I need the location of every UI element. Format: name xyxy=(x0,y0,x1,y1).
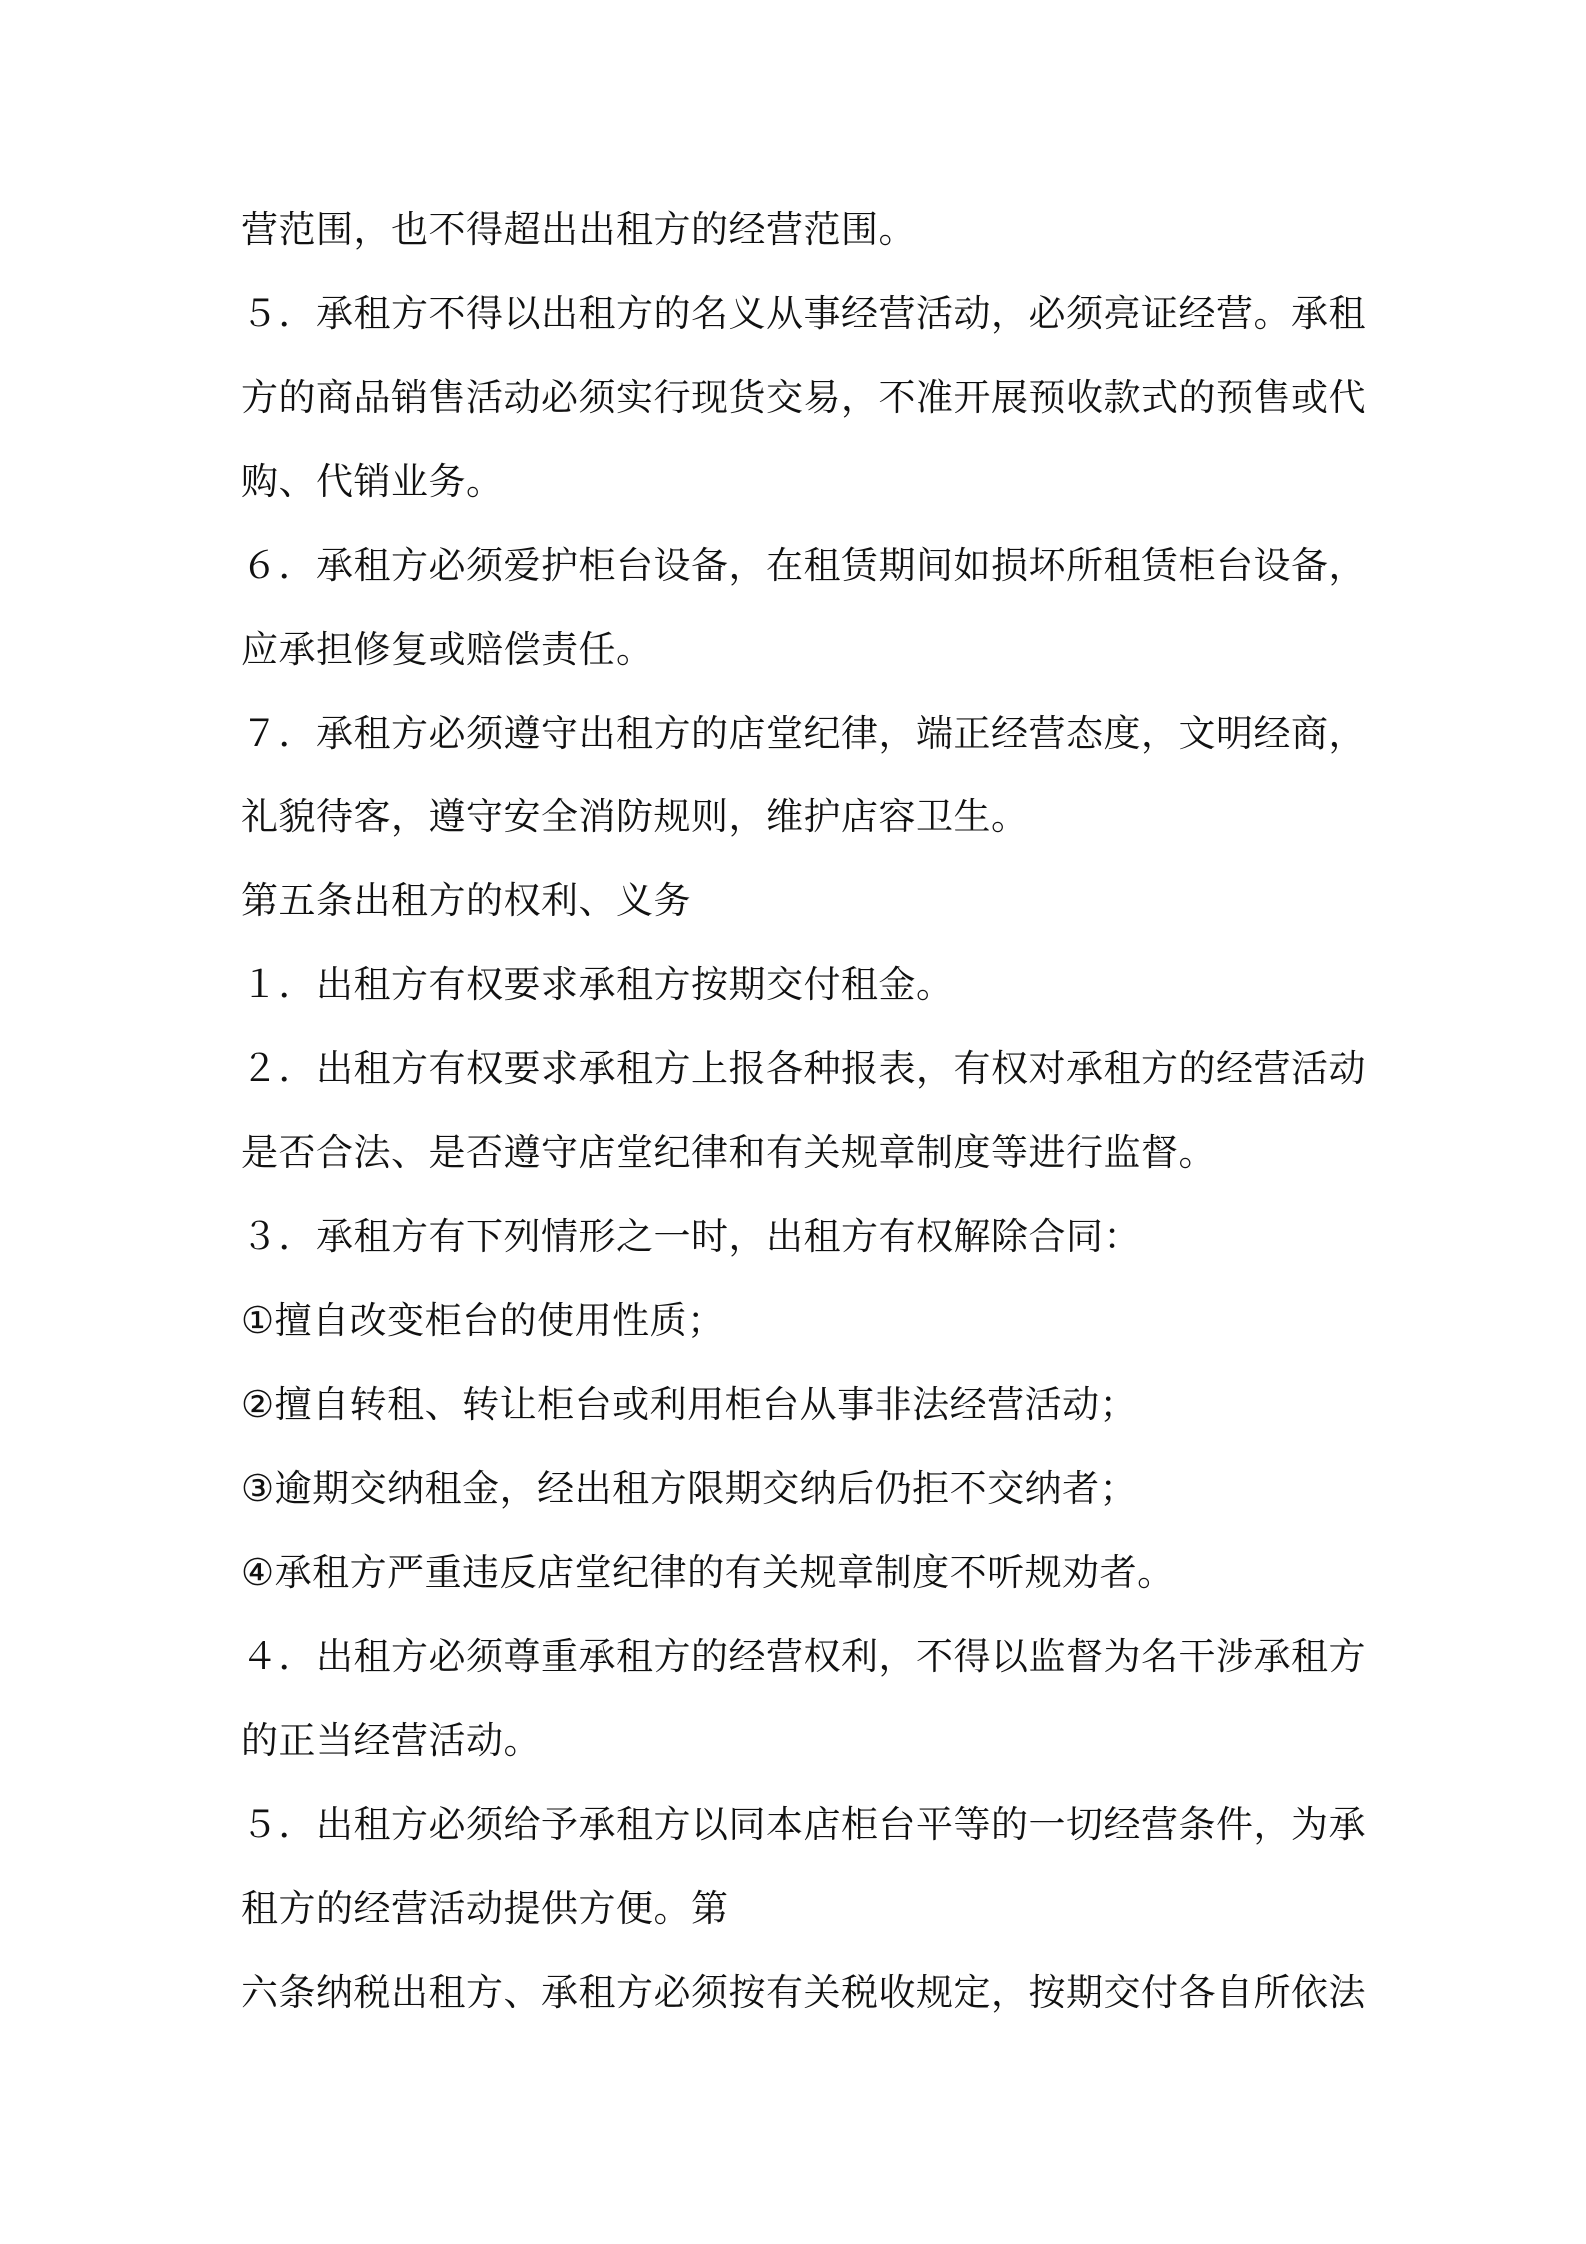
text-line: ５．出租方必须给予承租方以同本店柜台平等的一切经营条件，为承 xyxy=(241,1803,1366,1846)
text-line: ６．承租方必须爱护柜台设备，在租赁期间如损坏所租赁柜台设备， xyxy=(241,544,1366,587)
text-line: ７．承租方必须遵守出租方的店堂纪律，端正经营态度，文明经商， xyxy=(241,712,1366,755)
list-item: ③逾期交纳租金，经出租方限期交纳后仍拒不交纳者； xyxy=(241,1467,1138,1510)
text-line: 礼貌待客，遵守安全消防规则，维护店容卫生。 xyxy=(241,795,1029,838)
list-item: ④承租方严重违反店堂纪律的有关规章制度不听规劝者。 xyxy=(241,1551,1175,1594)
text-line: ５．承租方不得以出租方的名义从事经营活动，必须亮证经营。承租 xyxy=(241,292,1366,335)
text-line: 租方的经营活动提供方便。第 xyxy=(241,1887,729,1930)
text-line: 购、代销业务。 xyxy=(241,460,504,503)
section-heading: 第五条出租方的权利、义务 xyxy=(241,879,691,922)
text-line: 是否合法、是否遵守店堂纪律和有关规章制度等进行监督。 xyxy=(241,1131,1216,1174)
text-line: 应承担修复或赔偿责任。 xyxy=(241,628,654,671)
text-line: ３．承租方有下列情形之一时，出租方有权解除合同： xyxy=(241,1215,1141,1258)
text-line: １．出租方有权要求承租方按期交付租金。 xyxy=(241,963,954,1006)
text-line: 六条纳税出租方、承租方必须按有关税收规定，按期交付各自所依法 xyxy=(241,1971,1366,2014)
text-line: 方的商品销售活动必须实行现货交易，不准开展预收款式的预售或代 xyxy=(241,376,1366,419)
list-item: ①擅自改变柜台的使用性质； xyxy=(241,1299,725,1342)
list-item: ②擅自转租、转让柜台或利用柜台从事非法经营活动； xyxy=(241,1383,1138,1426)
text-line: ４．出租方必须尊重承租方的经营权利，不得以监督为名干涉承租方 xyxy=(241,1635,1366,1678)
text-line: ２．出租方有权要求承租方上报各种报表，有权对承租方的经营活动 xyxy=(241,1047,1366,1090)
text-line: 的正当经营活动。 xyxy=(241,1719,541,1762)
text-line: 营范围，也不得超出出租方的经营范围。 xyxy=(241,208,916,251)
